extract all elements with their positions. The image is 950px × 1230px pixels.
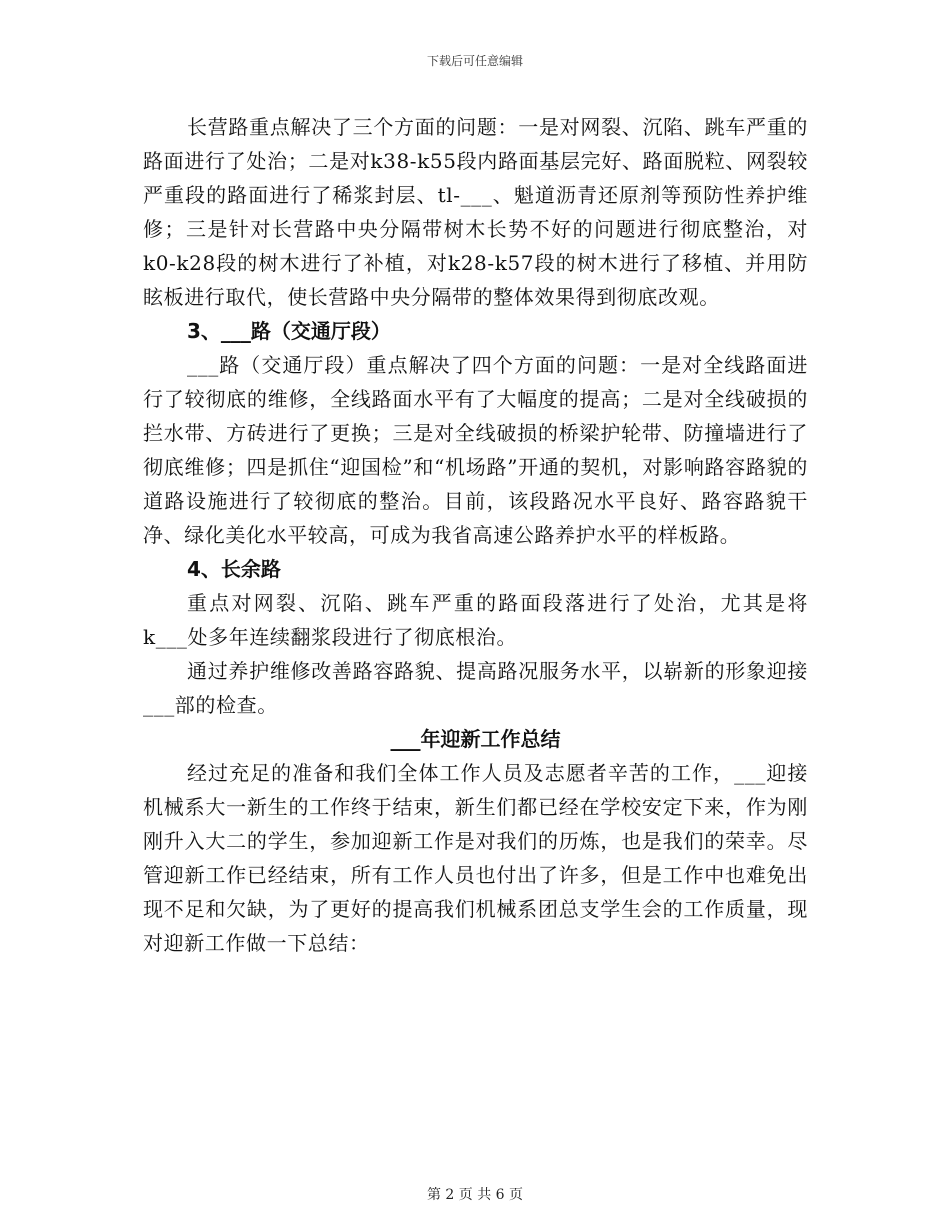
paragraph-welcome-summary: 经过充足的准备和我们全体工作人员及志愿者辛苦的工作，___迎接机械系大一新生的工作终于结束，新生们都已经在学校安定下来，作为刚刚升入大二的学生，参加迎新工作是对我们的历炼，也是我们的荣幸。尽管迎新工作已经结束，所有工作人员也付出了许多，但是工作中也难免出现不足和欠缺，为了更好的提高我们机械系团总支学生会的工作质量，现对迎新工作做一下总结： [143,761,808,955]
paragraph-inspection: 通过养护维修改善路容路貌、提高路况服务水平，以崭新的形象迎接___部的检查。 [143,659,808,717]
document-body [143,110,808,960]
page-header: 下载后可任意编辑 [426,54,523,68]
section-heading-4: 4、长余路 [187,557,281,581]
paragraph-changyu-road: 重点对网裂、沉陷、跳车严重的路面段落进行了处治，尤其是将k___处多年连续翻浆段进行了彻底根治。 [143,591,808,649]
page-footer: 第 2 页 共 6 页 [426,1187,524,1203]
section-heading-3: 3、___路（交通厅段） [187,319,391,343]
document-title: ___年迎新工作总结 [390,727,561,751]
paragraph-transport-section: ___路（交通厅段）重点解决了四个方面的问题：一是对全线路面进行了较彻底的维修，全线路面水平有了大幅度的提高；二是对全线破损的拦水带、方砖进行了更换；三是对全线破损的桥梁护轮带、防撞墙进行了彻底维修；四是抓住“迎国检”和“机场路”开通的契机，对影响路容路貌的道路设施进行了较彻底的整治。目前，该段路况水平良好、路容路貌干净、绿化美化水平较高，可成为我省高速公路养护水平的样板路。 [143,353,808,547]
paragraph-changying-road: 长营路重点解决了三个方面的问题：一是对网裂、沉陷、跳车严重的路面进行了处治；二是对k38-k55段内路面基层完好、路面脱粒、网裂较严重段的路面进行了稀浆封层、tl-___、魁道沥青还原剂等预防性养护维修；三是针对长营路中央分隔带树木长势不好的问题进行彻底整治，对k0-k28段的树木进行了补植，对k28-k57段的树木进行了移植、并用防眩板进行取代，使长营路中央分隔带的整体效果得到彻底改观。 [143,115,808,309]
